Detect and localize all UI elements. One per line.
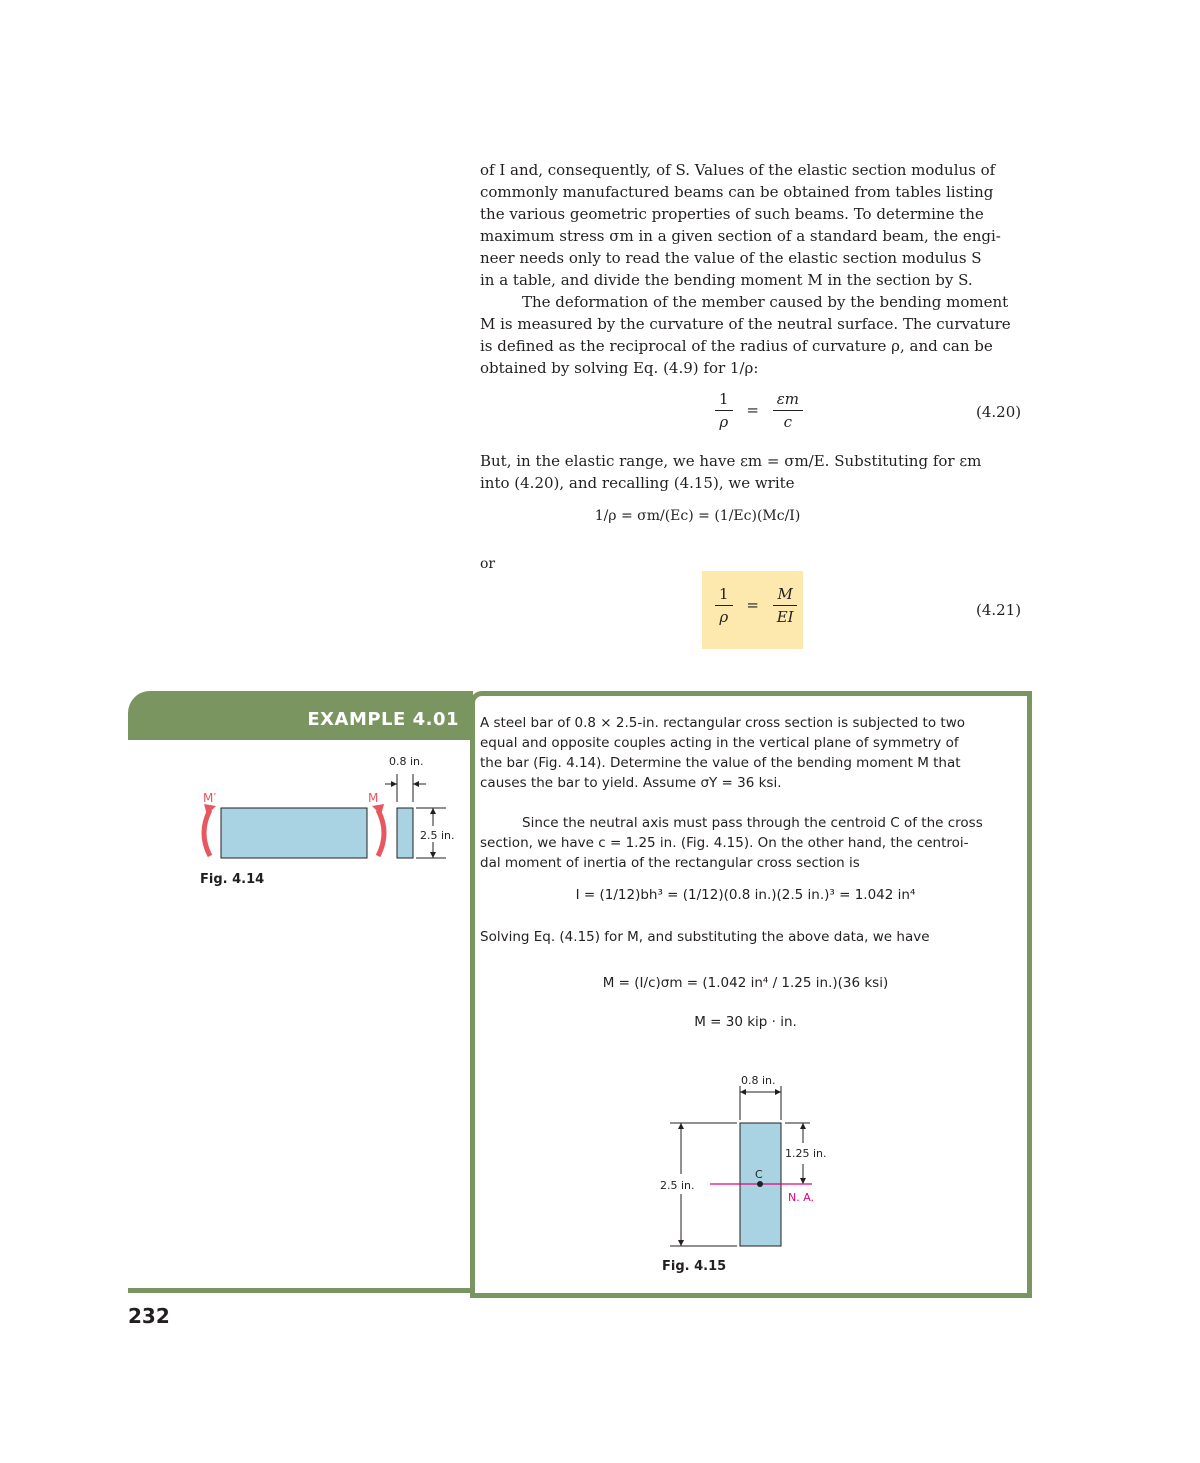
beam-rectangle <box>221 808 367 858</box>
example-bottom-rule <box>128 1288 473 1293</box>
numerator: 1 <box>715 390 733 411</box>
text-line: Since the neutral axis must pass through the centroid C of the cross <box>522 815 983 831</box>
text-line: obtained by solving Eq. (4.9) for 1/ρ: <box>480 359 759 377</box>
moment-label-right: M <box>368 791 379 805</box>
moment-arrow-right-icon <box>378 810 384 856</box>
moment-arrow-left-icon <box>204 810 210 856</box>
equation-curvature-expansion: 1/ρ = σm/(Ec) = (1/Ec)(Mc/I) <box>594 508 801 524</box>
denominator: ρ <box>719 608 729 626</box>
text-line: The deformation of the member caused by the bending moment <box>522 293 1009 311</box>
width-label: 0.8 in. <box>389 755 424 768</box>
text-line: is defined as the reciprocal of the radius of curvature ρ, and can be <box>480 337 993 355</box>
equation-number: (4.20) <box>976 403 1022 421</box>
text-line: into (4.20), and recalling (4.15), we write <box>480 474 795 492</box>
fraction <box>773 390 803 431</box>
half-height-label: 1.25 in. <box>785 1147 827 1160</box>
example-header-tab <box>128 691 473 739</box>
example-solution <box>480 813 1011 873</box>
numerator: M <box>773 585 796 606</box>
equation-moment-of-inertia: I = (1/12)bh³ = (1/12)(0.8 in.)(2.5 in.)³ = 1.042 in⁴ <box>575 887 916 903</box>
text-line: neer needs only to read the value of the elastic section modulus S <box>480 249 982 267</box>
equation-moment-result: M = 30 kip · in. <box>694 1014 797 1030</box>
neutral-axis-label: N. A. <box>788 1191 815 1204</box>
paragraph-2 <box>480 291 1027 379</box>
centroid-dot <box>757 1181 763 1187</box>
text-line: causes the bar to yield. Assume σY = 36 ksi. <box>480 775 782 791</box>
text-line: of I and, consequently, of S. Values of the elastic section modulus of <box>480 161 996 179</box>
height-label: 2.5 in. <box>420 829 455 842</box>
fraction <box>715 390 733 431</box>
solving-line: Solving Eq. (4.15) for M, and substituting the above data, we have <box>480 929 930 945</box>
fraction <box>773 585 798 626</box>
equation-moment: M = (I/c)σm = (1.042 in⁴ / 1.25 in.)(36 ksi) <box>602 975 889 991</box>
denominator: EI <box>776 608 794 626</box>
text-line: dal moment of inertia of the rectangular cross section is <box>480 855 860 871</box>
equation-4-21: $\frac{1}{\rho}$ = $\frac{M}{EI}$ <box>712 585 801 626</box>
text-line: the various geometric properties of such beams. To determine the <box>480 205 984 223</box>
figure-caption: Fig. 4.14 <box>200 872 265 887</box>
example-title: EXAMPLE 4.01 <box>307 709 459 730</box>
text-line: But, in the elastic range, we have εm = σm/E. Substituting for εm <box>480 452 982 470</box>
paragraph-1 <box>480 159 1027 291</box>
text-line: A steel bar of 0.8 × 2.5-in. rectangular cross section is subjected to two <box>480 715 965 731</box>
numerator: 1 <box>715 585 733 606</box>
height-label: 2.5 in. <box>660 1179 695 1192</box>
cross-section-rectangle <box>397 808 413 858</box>
example-tab-baseline <box>128 739 473 740</box>
paragraph-3 <box>480 450 1027 494</box>
text-line: M is measured by the curvature of the neutral surface. The curvature <box>480 315 1011 333</box>
moment-label-left: M′ <box>203 791 217 805</box>
text-line: in a table, and divide the bending moment M in the section by S. <box>480 271 973 289</box>
width-label: 0.8 in. <box>741 1074 776 1087</box>
text-line: section, we have c = 1.25 in. (Fig. 4.15). On the other hand, the centroi- <box>480 835 969 851</box>
text-line: equal and opposite couples acting in the vertical plane of symmetry of <box>480 735 959 751</box>
or-word: or <box>480 556 496 572</box>
equation-number: (4.21) <box>976 601 1022 619</box>
equation-4-20: $\frac{1}{\rho}$ = $\frac{\varepsilon m}{c}$ <box>712 390 806 431</box>
text-line: commonly manufactured beams can be obtained from tables listing <box>480 183 994 201</box>
numerator: εm <box>773 390 803 411</box>
centroid-label: C <box>755 1168 763 1181</box>
figure-caption: Fig. 4.15 <box>662 1259 727 1274</box>
figure-4-14 <box>190 750 470 880</box>
figure-4-15 <box>640 1068 860 1258</box>
denominator: c <box>783 413 793 431</box>
example-problem <box>480 713 1011 793</box>
page-number: 232 <box>128 1304 170 1328</box>
text-line: the bar (Fig. 4.14). Determine the value of the bending moment M that <box>480 755 961 771</box>
text-line: maximum stress σm in a given section of a standard beam, the engi- <box>480 227 1001 245</box>
denominator: ρ <box>719 413 729 431</box>
fraction <box>715 585 733 626</box>
